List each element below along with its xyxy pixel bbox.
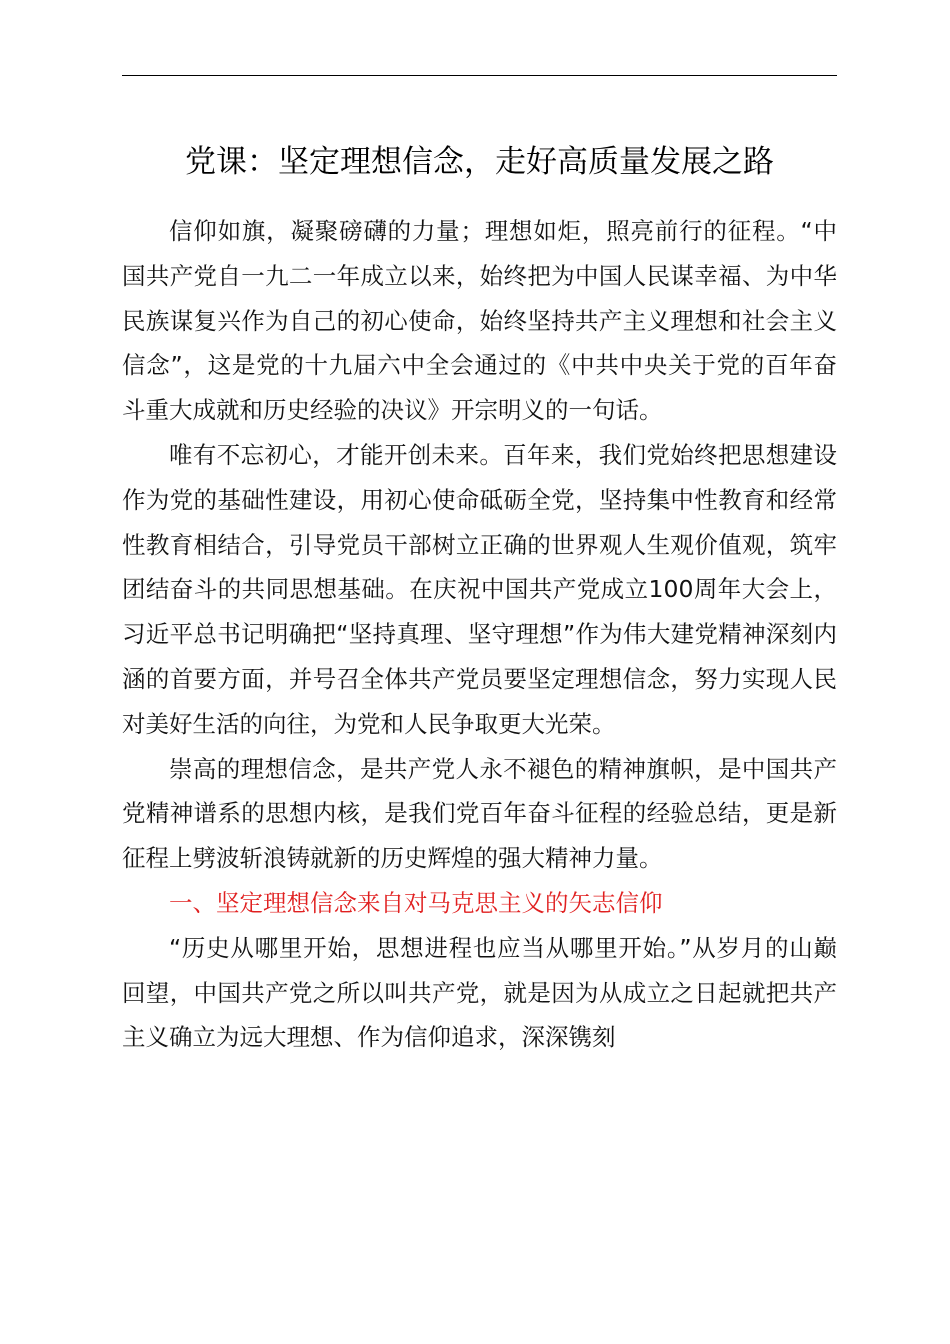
section-paragraph: “历史从哪里开始，思想进程也应当从哪里开始。”从岁月的山巅回望，中国共产党之所以叫共产党，就是因为从成立之日起就把共产主义确立为远大理想、作为信仰追求，深深镌刻 <box>122 933 837 1052</box>
paragraph-3: 崇高的理想信念，是共产党人永不褪色的精神旗帜，是中国共产党精神谱系的思想内核，是我们党百年奋斗征程的经验总结，更是新征程上劈波斩浪铸就新的历史辉煌的强大精神力量。 <box>122 754 837 873</box>
section-heading: 一、坚定理想信念来自对马克思主义的矢志信仰 <box>169 888 663 917</box>
document-title: 党课：坚定理想信念，走好高质量发展之路 <box>185 144 774 180</box>
paragraph-1: 信仰如旗，凝聚磅礴的力量；理想如炬，照亮前行的征程。“中国共产党自一九二一年成立以来，始终把为中国人民谋幸福、为中华民族谋复兴作为自己的初心使命，始终坚持共产主义理想和社会主义信念”，这是党的十九届六中全会通过的《中共中央关于党的百年奋斗重大成就和历史经验的决议》开宗明义的一句话。 <box>122 217 837 425</box>
paragraph-2: 唯有不忘初心，才能开创未来。百年来，我们党始终把思想建设作为党的基础性建设，用初心使命砥砺全党，坚持集中性教育和经常性教育相结合，引导党员干部树立正确的世界观人生观价值观，筑牢团结奋斗的共同思想基础。在庆祝中国共产党成立100周年大会上，习近平总书记明确把“坚持真理、坚守理想”作为伟大建党精神深刻内涵的首要方面，并号召全体共产党员要坚定理想信念，努力实现人民对美好生活的向往，为党和人民争取更大光荣。 <box>122 440 837 738</box>
document-body <box>122 209 837 1060</box>
header-rule <box>122 75 837 76</box>
